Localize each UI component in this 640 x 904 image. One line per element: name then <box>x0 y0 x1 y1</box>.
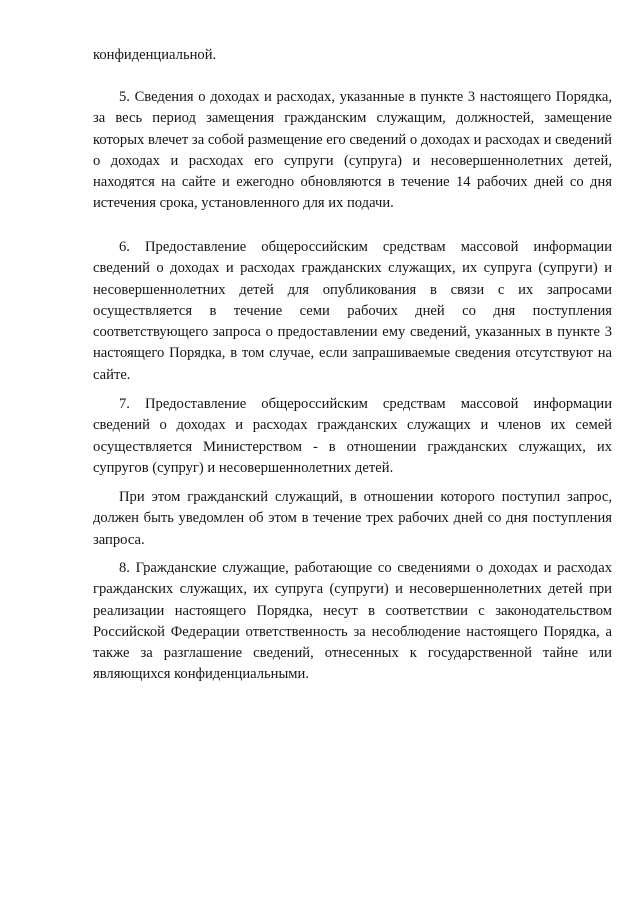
paragraph-item-7 <box>93 394 612 479</box>
paragraph-text: 7. Предоставление общероссийским средствам массовой информации сведений о доходах и расходах гражданских служащих и членов их семей осуществляется Министерством - в отношении гражданских служащих, их супругов (супруг) и несовершеннолетних детей. <box>93 396 612 476</box>
paragraph-text: конфиденциальной. <box>93 47 217 63</box>
paragraph-item-8 <box>93 558 612 686</box>
paragraph-text: При этом гражданский служащий, в отношении которого поступил запрос, должен быть уведомлен об этом в течение трех рабочих дней со дня поступления запроса. <box>93 489 612 548</box>
paragraph-continuation <box>93 45 612 66</box>
paragraph-item-6 <box>93 237 612 386</box>
paragraph-text: 6. Предоставление общероссийским средствам массовой информации сведений о доходах и расходах гражданских служащих, их супруга (супруги) и несовершеннолетних детей для опубликования в связи с их запросами осуществляется в течение семи рабочих дней со дня поступления соответствующего запроса о предоставлении ему сведений, указанных в пункте 3 настоящего Порядка, в том случае, если запрашиваемые сведения отсутствуют на сайте. <box>93 239 612 383</box>
paragraph-item-5 <box>93 87 612 215</box>
paragraph-text: 8. Гражданские служащие, работающие со сведениями о доходах и расходах гражданских служащих, их супруга (супруги) и несовершеннолетних детей при реализации настоящего Порядка, несут в соответствии с законодательством Российской Федерации ответственность за несоблюдение настоящего Порядка, а также за разглашение сведений, отнесенных к государственной тайне или являющихся конфиденциальными. <box>93 560 612 683</box>
paragraph-notification <box>93 487 612 551</box>
paragraph-text: 5. Сведения о доходах и расходах, указанные в пункте 3 настоящего Порядка, за весь период замещения гражданским служащим, должностей, замещение которых влечет за собой размещение его сведений о доходах и расходах и сведений о доходах и расходах его супруги (супруга) и несовершеннолетних детей, находятся на сайте и ежегодно обновляются в течение 14 рабочих дней со дня истечения срока, установленного для их подачи. <box>93 89 612 212</box>
